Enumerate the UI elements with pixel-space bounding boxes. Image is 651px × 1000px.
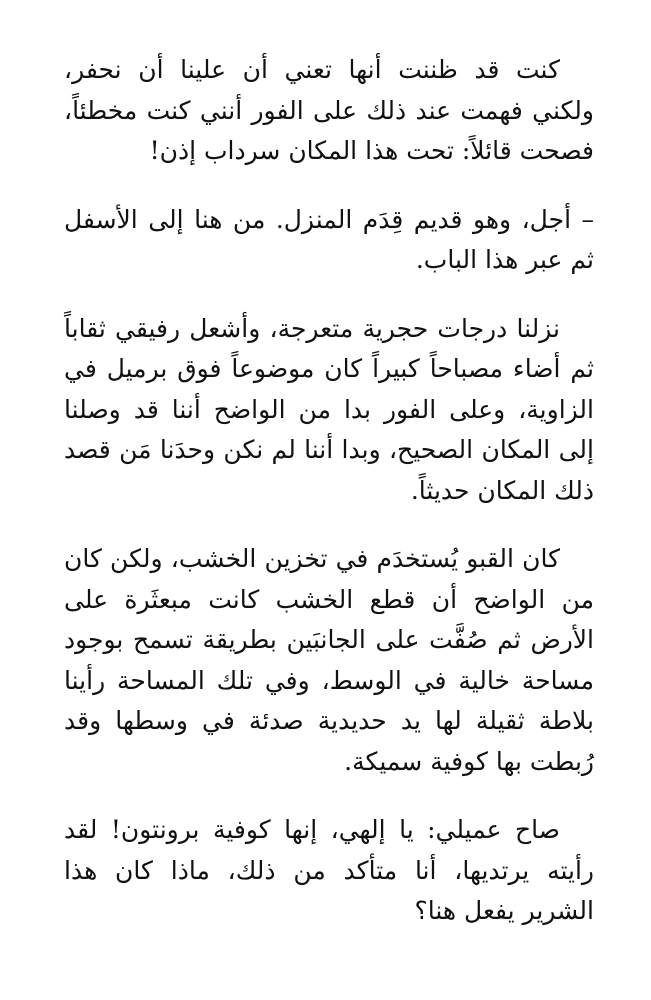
paragraph-3: نزلنا درجات حجرية متعرجة، وأشعل رفيقي ثقاباً ثم أضاء مصباحاً كبيراً كان موضوعاً فوق برميل في الزاوية، وعلى الفور بدا من الواضح أننا قد وصلنا إلى المكان الصحيح، وبدا أننا لم نكن وحدَنا مَن قصد ذلك المكان حديثاً. <box>64 313 594 505</box>
paragraph-5: صاح عميلي: يا إلهي، إنها كوفية برونتون! لقد رأيته يرتديها، أنا متأكد من ذلك، ماذا كان هذا الشرير يفعل هنا؟ <box>64 815 594 925</box>
paragraph-2-dialogue: – أجل، وهو قديم قِدَم المنزل. من هنا إلى الأسفل ثم عبر هذا الباب. <box>64 204 594 274</box>
book-page <box>64 50 594 932</box>
paragraph-4: كان القبو يُستخدَم في تخزين الخشب، ولكن كان من الواضح أن قطع الخشب كانت مبعثَرة على الأرض ثم صُفَّت على الجانبَين بطريقة تسمح بوجود مساحة خالية في الوسط، وفي تلك المساحة رأينا بلاطة ثقيلة لها يد حديدية صدئة في وسطها وقد رُبطت بها كوفية سميكة. <box>64 544 594 776</box>
paragraph-1: كنت قد ظننت أنها تعني أن علينا أن نحفر، ولكني فهمت عند ذلك على الفور أنني كنت مخطئاً، فصحت قائلاً: تحت هذا المكان سرداب إذن! <box>64 55 594 165</box>
